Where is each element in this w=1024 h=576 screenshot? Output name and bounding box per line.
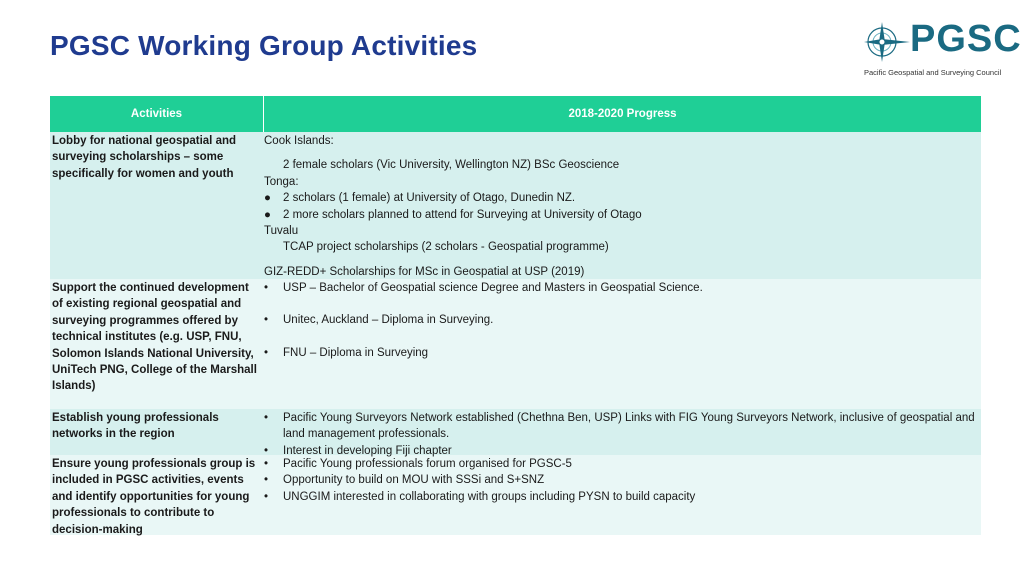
list-item: • Interest in developing Fiji chapter	[264, 443, 981, 459]
logo-subtitle: Pacific Geospatial and Surveying Council	[864, 68, 1002, 77]
header-activities: Activities	[50, 96, 264, 132]
progress-line: 2 female scholars (Vic University, Wellington NZ) BSc Geoscience	[283, 159, 620, 172]
bullet-icon: •	[264, 346, 269, 359]
bullet-icon: ●	[264, 192, 271, 205]
list-item: • Unitec, Auckland – Diploma in Surveying.	[264, 312, 981, 328]
list-item: • UNGGIM interested in collaborating with groups including PYSN to build capacity	[264, 489, 981, 505]
progress-cell	[263, 132, 981, 279]
pgsc-logo	[860, 16, 1022, 80]
table-row	[50, 132, 981, 279]
table-row	[50, 279, 981, 409]
list-item: ● 2 more scholars planned to attend for Surveying at University of Otago	[264, 207, 981, 223]
logo-wordmark: PGSC	[910, 18, 1022, 60]
progress-cell	[263, 455, 981, 535]
progress-line: Cook Islands:	[264, 135, 334, 147]
progress-cell	[263, 409, 981, 455]
compass-icon	[864, 18, 912, 66]
list-item: ● 2 scholars (1 female) at University of Otago, Dunedin NZ.	[264, 190, 981, 206]
activity-cell: Lobby for national geospatial and surveying scholarships – some specifically for women and youth	[52, 135, 237, 180]
bullet-icon: •	[264, 490, 269, 503]
activity-cell: Ensure young professionals group is included in PGSC activities, events and identify opportunities for young professionals to contribute to decision-making	[52, 458, 256, 536]
progress-line: land management professionals.	[283, 428, 450, 441]
table-header	[50, 96, 981, 132]
bullet-icon: •	[264, 412, 269, 424]
bullet-icon: •	[264, 282, 269, 294]
list-item: • USP – Bachelor of Geospatial science Degree and Masters in Geospatial Science.	[264, 280, 981, 296]
bullet-icon: •	[264, 314, 269, 327]
list-item: • FNU – Diploma in Surveying	[264, 345, 981, 361]
bullet-icon: •	[264, 474, 269, 487]
list-item: • Pacific Young Surveyors Network established (Chethna Ben, USP) Links with FIG Young Surveyors Network, inclusive of geospatial and	[264, 410, 981, 426]
activity-cell: Support the continued development of existing regional geospatial and surveying programmes offered by technical institutes (e.g. USP, FNU, Solomon Islands National University, UniTech PNG, College of the Marshall Islands)	[52, 282, 257, 393]
progress-line: Tonga:	[264, 175, 299, 188]
activity-cell: Establish young professionals networks in the region	[52, 412, 219, 441]
list-item: • Pacific Young professionals forum organised for PGSC-5	[264, 456, 981, 472]
list-item: • Opportunity to build on MOU with SSSi and S+SNZ	[264, 472, 981, 488]
bullet-icon: •	[264, 458, 269, 470]
progress-line: GIZ-REDD+ Scholarships for MSc in Geospatial at USP (2019)	[264, 265, 585, 278]
activities-table	[50, 96, 981, 535]
bullet-icon: ●	[264, 208, 271, 221]
table-row	[50, 455, 981, 535]
bullet-icon: •	[264, 444, 269, 457]
progress-cell	[263, 279, 981, 409]
page-title: PGSC Working Group Activities	[50, 30, 478, 61]
progress-line: Tuvalu	[264, 225, 299, 238]
header-progress: 2018-2020 Progress	[568, 107, 677, 120]
table-row	[50, 409, 981, 455]
progress-line: TCAP project scholarships (2 scholars - Geospatial programme)	[283, 241, 609, 254]
